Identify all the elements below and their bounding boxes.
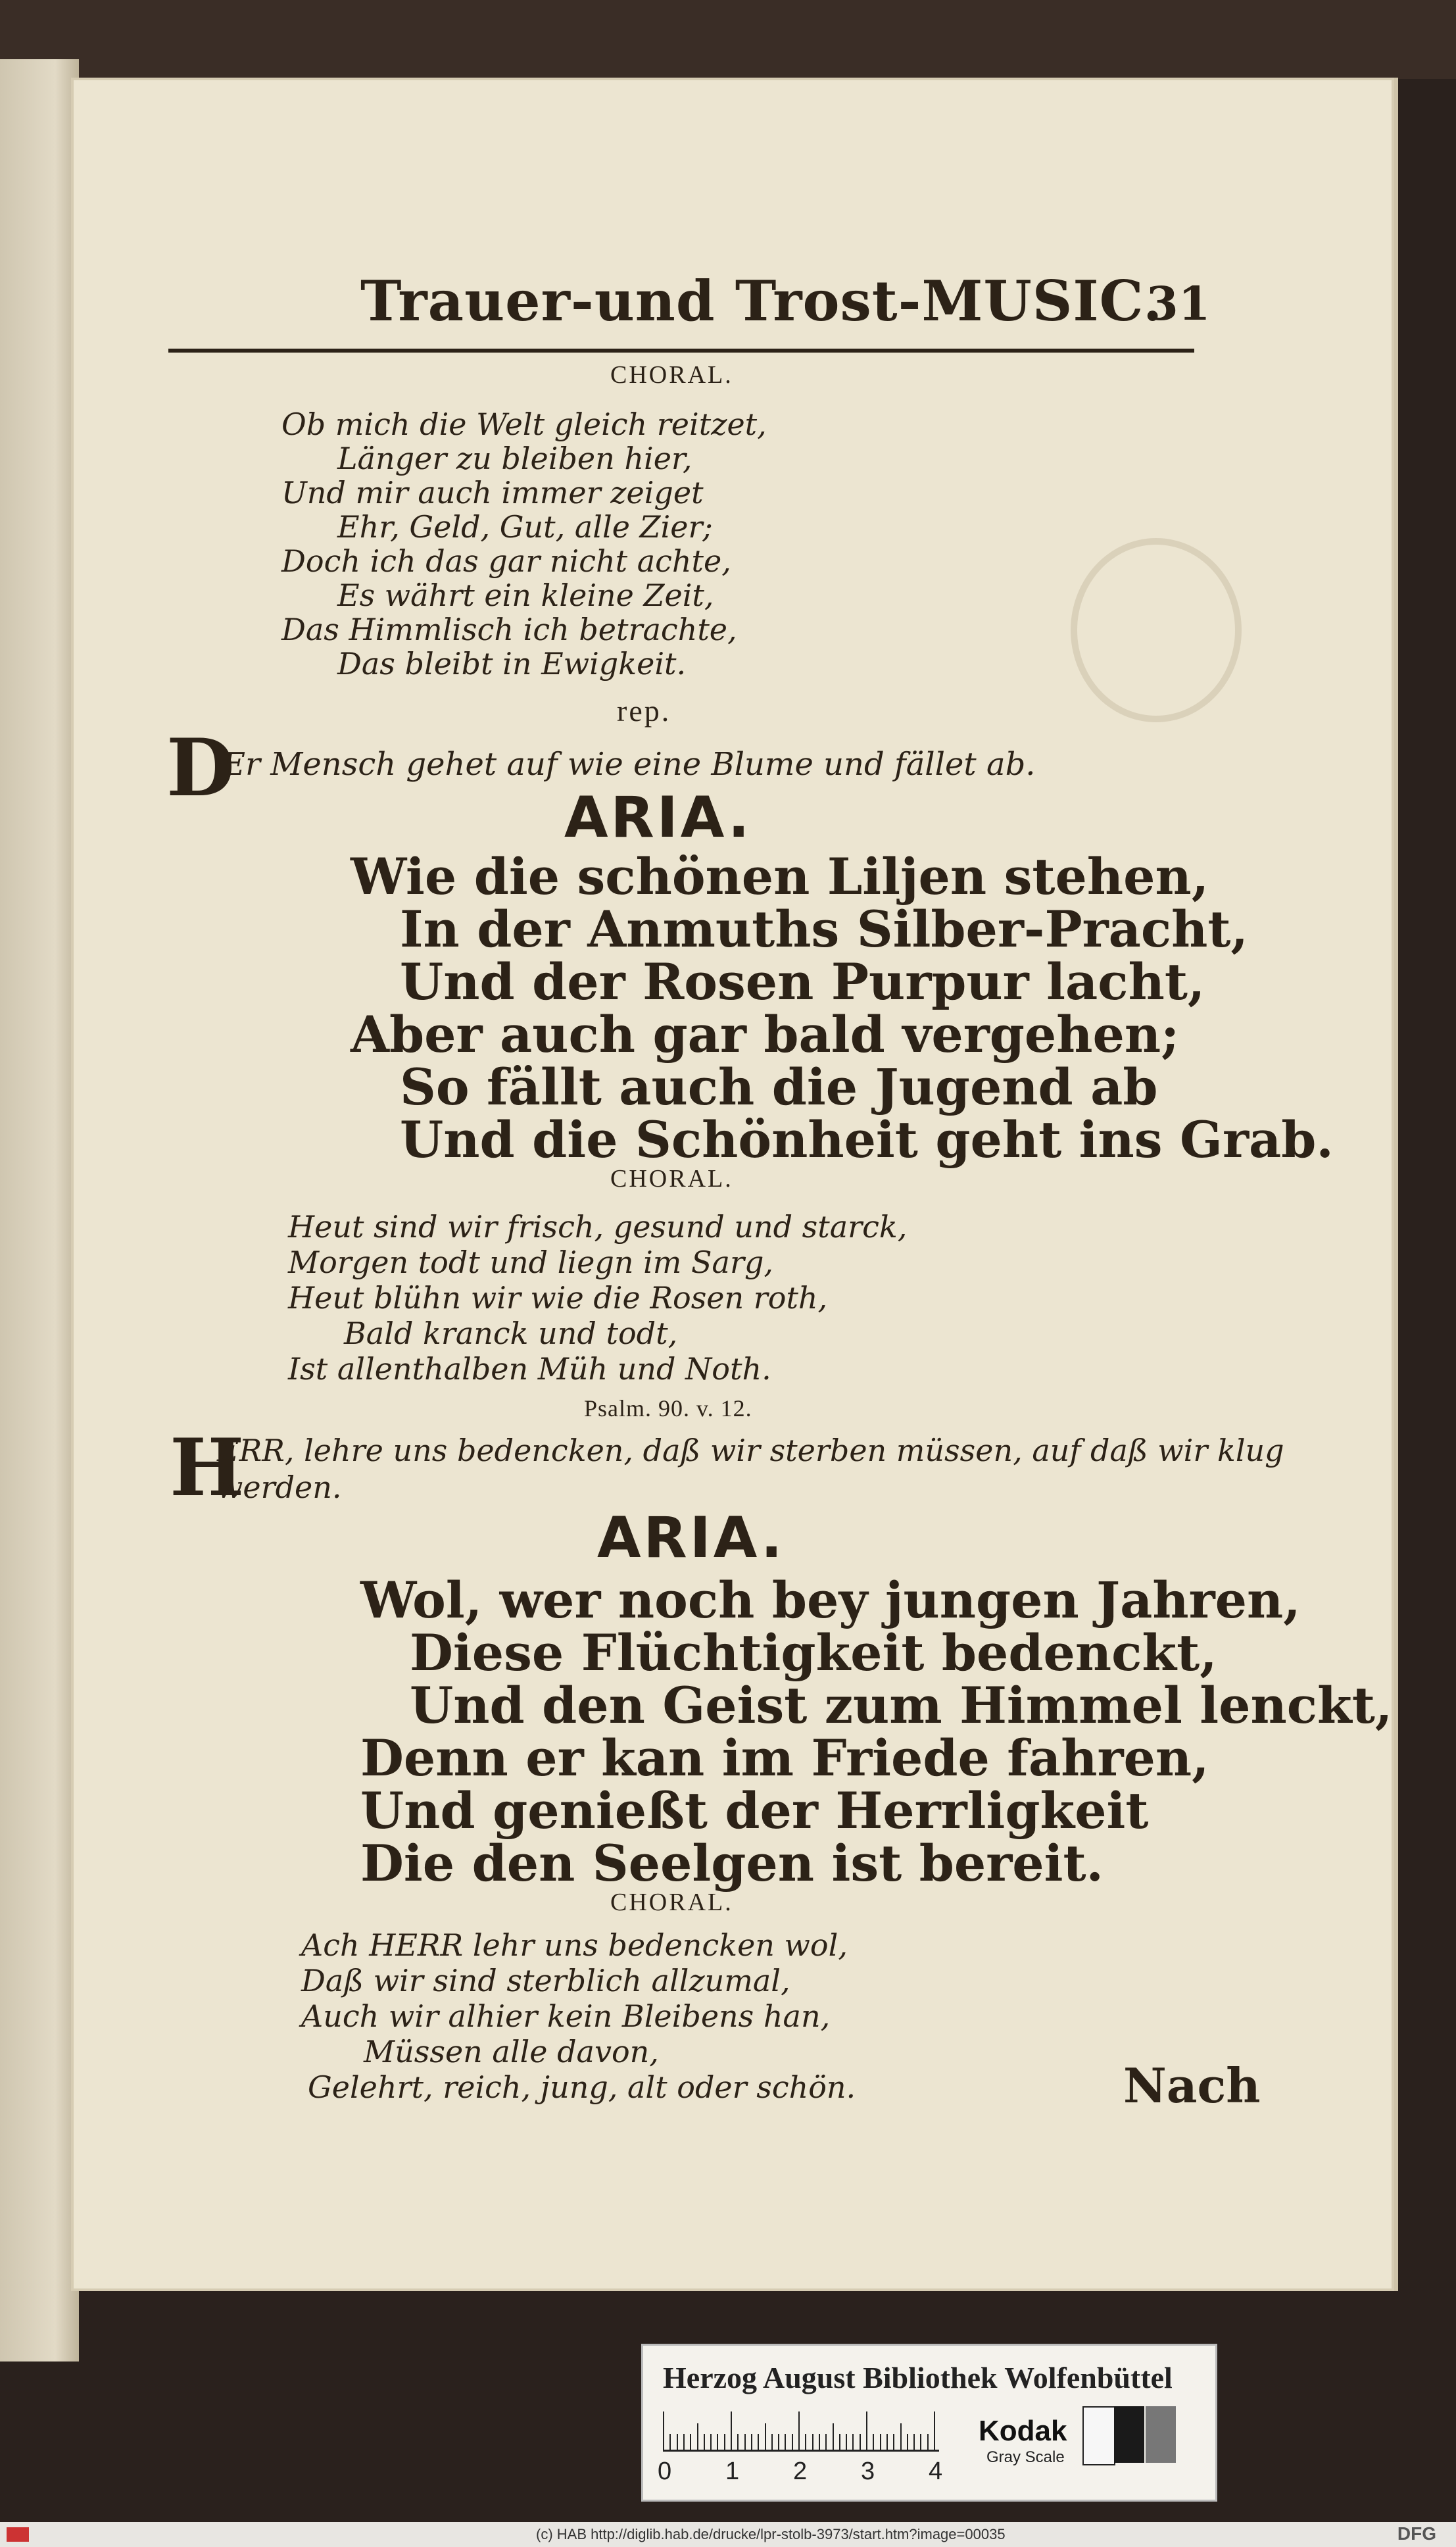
verse-line: Morgen todt und liegn im Sarg, [288,1245,774,1280]
ruler-tick [669,2434,671,2450]
verse-line: Länger zu bleiben hier, [337,441,692,476]
ruler-tick [907,2434,908,2450]
page-number: 31 [1146,276,1211,331]
choral-heading: CHORAL. [610,1889,733,1916]
dfg-logo: DFG [1397,2523,1436,2544]
verse-line: Ob mich die Welt gleich reitzet, [281,407,767,442]
verse-line: Daß wir sind sterblich allzumal, [301,1963,790,1998]
ruler-number: 2 [793,2458,808,2485]
aria-line: Aber auch gar bald vergehen; [351,1005,1180,1064]
verse-line: Auch wir alhier kein Bleibens han, [301,1998,831,2034]
ruler-tick [704,2434,705,2450]
ruler-tick [663,2411,664,2450]
ruler-tick [683,2434,685,2450]
ruler-tick [860,2434,861,2450]
book-page [71,78,1398,2291]
ruler-number: 4 [929,2458,943,2485]
kodak-brand: Kodak [979,2415,1067,2447]
ruler-tick [751,2434,752,2450]
aria-line: Denn er kan im Friede fahren, [360,1729,1209,1787]
scan-background [0,0,1456,79]
ruler-tick [920,2434,921,2450]
ruler-tick [771,2434,773,2450]
aria-line: Und genießt der Herrligkeit [360,1781,1149,1840]
ruler-tick [805,2434,806,2450]
verse-line: Heut sind wir frisch, gesund und starck, [288,1209,908,1245]
verse-line: Und mir auch immer zeiget [281,475,704,510]
ruler-tick [873,2434,874,2450]
ruler-tick [717,2434,718,2450]
ruler-tick [866,2411,867,2450]
ruler-tick [778,2434,779,2450]
choral-heading: CHORAL. [610,1165,733,1193]
verse-line: Ist allenthalben Müh und Noth. [288,1351,771,1387]
drop-initial: H [170,1422,245,1514]
scale-ruler [663,2410,939,2452]
ruler-number: 1 [725,2458,740,2485]
ruler-tick [710,2434,712,2450]
psalm-reference: Psalm. 90. v. 12. [584,1395,752,1422]
viewer-footer [0,2522,1456,2547]
verse-line: Heut blühn wir wie die Rosen roth, [288,1280,828,1316]
ruler-tick [744,2434,746,2450]
library-scale-target [641,2344,1217,2502]
ruler-tick [893,2434,894,2450]
ruler-tick [737,2434,739,2450]
verse-line: Müssen alle davon, [364,2034,659,2069]
gray-patch-mid [1146,2406,1176,2463]
ruler-tick [927,2434,929,2450]
ruler-tick [798,2411,800,2450]
aria-line: Die den Seelgen ist bereit. [360,1834,1104,1892]
ruler-tick [690,2434,691,2450]
verse-line: Das Himmlisch ich betrachte, [281,612,737,647]
ruler-tick [825,2434,827,2450]
gray-patch-white [1082,2406,1115,2465]
choral-heading: CHORAL. [610,361,733,389]
ruler-tick [913,2434,915,2450]
ruler-tick [900,2423,902,2450]
ruler-tick [731,2411,732,2450]
aria-line: So fällt auch die Jugend ab [400,1058,1158,1116]
verse-line: Doch ich das gar nicht achte, [281,543,731,579]
verse-line: Es währt ein kleine Zeit, [337,578,714,613]
aria-line: In der Anmuths Silber-Pracht, [400,900,1248,958]
ruler-tick [886,2434,888,2450]
ruler-tick [846,2434,847,2450]
aria-line: Diese Flüchtigkeit bedenckt, [410,1623,1217,1682]
aria-line: Und die Schönheit geht ins Grab. [400,1110,1334,1169]
aria-line: Und der Rosen Purpur lacht, [400,952,1205,1011]
ruler-tick [677,2434,678,2450]
aria-line: Wie die schönen Liljen stehen, [351,847,1209,906]
ruler-tick [765,2423,766,2450]
gray-scale-label: Gray Scale [986,2448,1065,2466]
ruler-tick [839,2434,840,2450]
gray-patch-black [1114,2406,1144,2463]
ruler-number: 0 [658,2458,672,2485]
aria-line: Wol, wer noch bey jungen Jahren, [360,1571,1301,1629]
aria-line: Und den Geist zum Himmel lenckt, [410,1676,1393,1735]
ruler-tick [792,2434,793,2450]
header-rule [168,349,1194,353]
ruler-tick [785,2434,786,2450]
verse-line: Das bleibt in Ewigkeit. [337,646,687,681]
ruler-tick [880,2434,881,2450]
verse-line: Ach HERR lehr uns bedencken wol, [301,1927,848,1963]
footer-badge [7,2527,29,2542]
ruler-tick [758,2434,759,2450]
bleed-through-ornament [1071,538,1242,722]
facing-page-edge [0,59,79,2362]
drop-initial: D [166,722,235,814]
catchword: Nach [1123,2058,1261,2114]
ruler-tick [697,2423,698,2450]
ruler-number: 3 [861,2458,875,2485]
aria-heading: ARIA. [597,1505,785,1571]
citation-text: (c) HAB http://diglib.hab.de/drucke/lpr-stolb-3973/start.htm?image=00035 [536,2526,1006,2542]
scripture-text: werden. [217,1470,342,1505]
scripture-text: Er Mensch gehet auf wie eine Blume und fället ab. [222,746,1036,783]
ruler-tick [812,2434,813,2450]
rep-heading: rep. [617,694,671,728]
library-name: Herzog August Bibliothek Wolfenbüttel [663,2361,1173,2394]
ruler-tick [934,2411,935,2450]
verse-line: Gelehrt, reich, jung, alt oder schön. [308,2069,856,2105]
ruler-tick [852,2434,854,2450]
aria-heading: ARIA. [564,785,752,851]
verse-line: Bald kranck und todt, [344,1316,678,1351]
ruler-tick [833,2423,834,2450]
running-title: Trauer-und Trost-MUSIC. [360,268,1163,334]
verse-line: Ehr, Geld, Gut, alle Zier; [337,509,713,545]
ruler-tick [724,2434,725,2450]
ruler-tick [819,2434,820,2450]
scripture-text: ERR, lehre uns bedencken, daß wir sterben müssen, auf daß wir klug [217,1433,1284,1468]
